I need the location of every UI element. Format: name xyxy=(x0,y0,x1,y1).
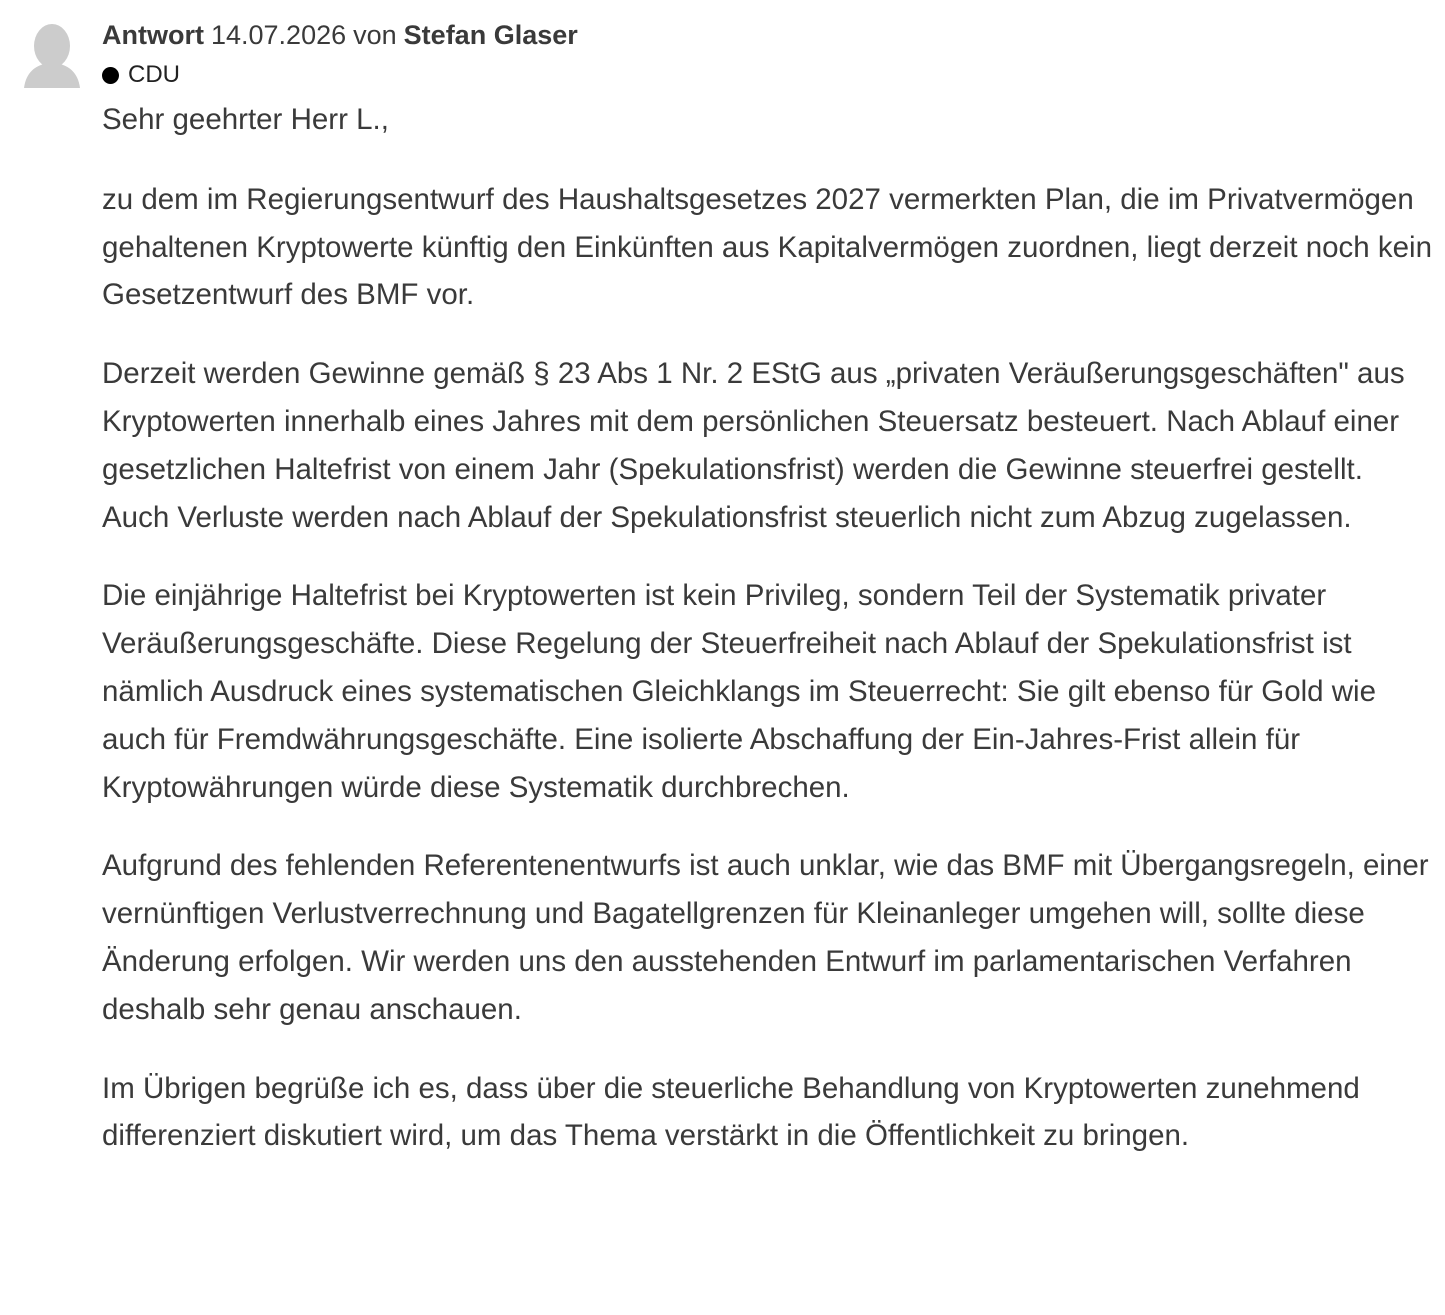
default-user-avatar-icon xyxy=(22,22,82,90)
answer-body xyxy=(102,96,1432,1191)
answer-date: 14.07.2026 xyxy=(210,20,347,50)
party-affiliation xyxy=(102,60,180,90)
party-name: CDU xyxy=(128,61,180,88)
answer-header xyxy=(102,18,578,52)
answer-by-label: von xyxy=(353,20,397,50)
paragraph: Im Übrigen begrüße ich es, dass über die steuerliche Behandlung von Kryptowerten zunehmend differenziert diskutiert wird, um das Thema verstärkt in die Öffentlichkeit zu bringen. xyxy=(102,1071,1360,1153)
paragraph: Die einjährige Haltefrist bei Kryptowerten ist kein Privileg, sondern Teil der Systematik privater Veräußerungsgeschäfte. Diese Regelung der Steuerfreiheit nach Ablauf der Spekulationsfrist ist nämlich Ausdruck eines systematischen Gleichklangs im Steuerrecht: Sie gilt ebenso für Gold wie auch für Fremdwährungsgeschäfte. Eine isolierte Abschaffung der Ein-Jahres-Frist allein für Kryptowährungen würde diese Systematik durchbrechen. xyxy=(102,579,1377,804)
paragraph: zu dem im Regierungsentwurf des Haushaltsgesetzes 2027 vermerkten Plan, die im Privatvermögen gehaltenen Kryptowerte künftig den Einkünften aus Kapitalvermögen zuordnen, liegt derzeit noch kein Gesetzentwurf des BMF vor. xyxy=(102,182,1432,312)
author-name[interactable]: Stefan Glaser xyxy=(403,20,578,50)
paragraph: Aufgrund des fehlenden Referentenentwurfs ist auch unklar, wie das BMF mit Übergangsregeln, einer vernünftigen Verlustverrechnung und Bagatellgrenzen für Kleinanleger umgehen will, sollte diese Änderung erfolgen. Wir werden uns den ausstehenden Entwurf im parlamentarischen Verfahren deshalb sehr genau anschauen. xyxy=(102,849,1429,1026)
party-color-dot-icon xyxy=(102,67,119,84)
paragraph: Derzeit werden Gewinne gemäß § 23 Abs 1 Nr. 2 EStG aus „privaten Veräußerungsgeschäften" aus Kryptowerten innerhalb eines Jahres mit dem persönlichen Steuersatz besteuert. Nach Ablauf einer gesetzlichen Haltefrist von einem Jahr (Spekulationsfrist) werden die Gewinne steuerfrei gestellt. Auch Verluste werden nach Ablauf der Spekulationsfrist steuerlich nicht zum Abzug zugelassen. xyxy=(102,357,1405,534)
salutation: Sehr geehrter Herr L., xyxy=(102,103,389,136)
answer-label: Antwort xyxy=(102,20,204,50)
